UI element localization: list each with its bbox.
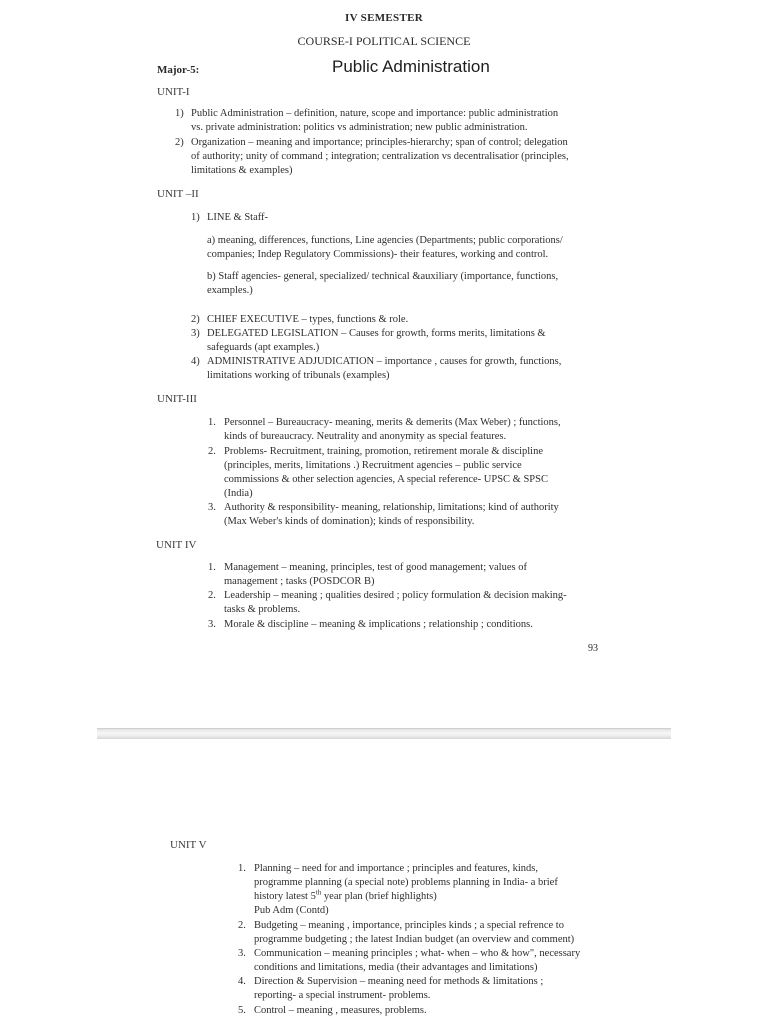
unit-4-heading: UNIT IV [156, 539, 197, 551]
unit-3-item-2 [208, 445, 548, 501]
item-text-line: b) Staff agencies- general, specialized/ technical &auxiliary (importance, functions, [207, 271, 559, 282]
item-text-line: programme planning (a special note) problems planning in India- a brief [254, 877, 558, 888]
item-text-line: management ; tasks (POSDCOR B) [224, 576, 375, 587]
item-number: 2. [208, 590, 216, 601]
unit-5-item-4 [238, 975, 544, 1003]
item-text-line: Leadership – meaning ; qualities desired ; policy formulation & decision making- [224, 590, 567, 601]
unit-3-item-1 [208, 416, 561, 444]
item-text-line: of authority; unity of command ; integration; centralization vs decentralisatior (principles, [191, 151, 569, 162]
item-text-line: LINE & Staff- [207, 212, 269, 223]
item-text-line: reporting- a special instrument- problems. [254, 990, 431, 1001]
item-text-line: vs. private administration: politics vs administration; new public administration. [191, 122, 528, 133]
item-text-line: safeguards (apt examples.) [207, 342, 320, 353]
unit-5-item-5 [238, 1004, 427, 1018]
item-text-line: companies; Indep Regulatory Commissions)- their features, working and control. [207, 249, 549, 260]
item-number: 1. [208, 562, 216, 573]
unit-5-heading: UNIT V [170, 839, 207, 851]
item-text-line: Planning – need for and importance ; principles and features, kinds, [254, 863, 539, 874]
item-number: 4. [238, 976, 246, 987]
item-number: 5. [238, 1005, 246, 1016]
unit-2-heading: UNIT –II [157, 188, 199, 200]
item-text-line: commissions & other selection agencies, A special reference- UPSC & SPSC [224, 474, 548, 485]
item-text-line: Organization – meaning and importance; principles-hierarchy; span of control; delegation [191, 137, 568, 148]
item-number: 3) [191, 328, 200, 339]
unit-4-item-1 [208, 561, 527, 589]
item-text-line: Budgeting – meaning , importance, principles kinds ; a special refrence to [254, 920, 564, 931]
page-separator [97, 728, 671, 739]
item-text-line: Morale & discipline – meaning & implications ; relationship ; conditions. [224, 619, 533, 630]
item-text-line: Authority & responsibility- meaning, relationship, limitations; kind of authority [224, 502, 559, 513]
unit-4-item-3 [208, 618, 533, 632]
unit-5-item-1 [238, 862, 558, 918]
item-text-fragment: year plan (brief highlights) [321, 891, 437, 902]
unit-1-item-1 [175, 107, 559, 135]
item-text-line: Personnel – Bureaucracy- meaning, merits & demerits (Max Weber) ; functions, [224, 417, 561, 428]
unit-1-heading: UNIT-I [157, 86, 190, 98]
item-text-line [254, 890, 558, 904]
unit-4-item-2 [208, 589, 567, 617]
item-text-line: (Max Weber's kinds of domination); kinds of responsibility. [224, 516, 475, 527]
semester-heading: IV SEMESTER [345, 12, 423, 24]
item-number: 1. [208, 417, 216, 428]
item-text-line: (India) [224, 488, 253, 499]
item-number: 3. [238, 948, 246, 959]
item-text-line: examples.) [207, 285, 253, 296]
item-text-fragment: history latest 5 [254, 891, 316, 902]
item-number: 2. [238, 920, 246, 931]
unit-2-item-2 [191, 313, 409, 327]
item-number: 2) [175, 137, 184, 148]
syllabus-page-2 [0, 742, 768, 1024]
unit-2-item-4 [191, 355, 562, 383]
item-text-line: (principles, merits, limitations .) Recruitment agencies – public service [224, 460, 522, 471]
item-text-line: Management – meaning, principles, test of good management; values of [224, 562, 527, 573]
item-number: 2. [208, 446, 216, 457]
page-title: Public Administration [332, 57, 490, 76]
unit-5-item-2 [238, 919, 575, 947]
unit-2-item-1 [191, 211, 269, 225]
unit-3-heading: UNIT-III [157, 393, 197, 405]
unit-3-item-3 [208, 501, 559, 529]
item-text-line: a) meaning, differences, functions, Line agencies (Departments; public corporations/ [207, 235, 563, 246]
item-text-line: Communication – meaning principles ; what- when – who & how", necessary [254, 948, 581, 959]
major-label: Major-5: [157, 64, 200, 76]
item-number: 1) [191, 212, 200, 223]
page-number: 93 [588, 643, 598, 654]
item-text-line: tasks & problems. [224, 604, 301, 615]
unit-1-item-2 [175, 136, 569, 178]
item-number: 1) [175, 108, 184, 119]
item-text-line: Public Administration – definition, nature, scope and importance: public administration [191, 108, 559, 119]
ordinal-suffix: th [315, 888, 322, 897]
course-heading: COURSE-I POLITICAL SCIENCE [297, 34, 471, 48]
item-text-line: Direction & Supervision – meaning need for methods & limitations ; [254, 976, 544, 987]
unit-2-subitem-b [207, 270, 558, 298]
item-number: 1. [238, 863, 246, 874]
item-text-line: DELEGATED LEGISLATION – Causes for growth, forms merits, limitations & [207, 328, 546, 339]
item-text-line: limitations & examples) [191, 165, 293, 176]
unit-2-subitem-a [207, 234, 563, 262]
item-text-line: ADMINISTRATIVE ADJUDICATION – importance , causes for growth, functions, [207, 356, 562, 367]
item-number: 2) [191, 314, 200, 325]
item-number: 3. [208, 502, 216, 513]
item-text-line: Problems- Recruitment, training, promotion, retirement morale & discipline [224, 446, 544, 457]
item-number: 3. [208, 619, 216, 630]
item-text-line: kinds of bureaucracy. Neutrality and anonymity as special features. [224, 431, 507, 442]
item-text-line: Pub Adm (Contd) [254, 905, 329, 916]
item-text-line: programme budgeting ; the latest Indian budget (an overview and comment) [254, 934, 575, 945]
unit-5-item-3 [238, 947, 581, 975]
item-number: 4) [191, 356, 200, 367]
item-text-line: conditions and limitations, media (their advantages and limitations) [254, 962, 538, 973]
item-text-line: limitations working of tribunals (examples) [207, 370, 390, 381]
item-text-line: Control – meaning , measures, problems. [254, 1005, 427, 1016]
unit-2-item-3 [191, 327, 546, 355]
item-text-line: CHIEF EXECUTIVE – types, functions & role. [207, 314, 409, 325]
